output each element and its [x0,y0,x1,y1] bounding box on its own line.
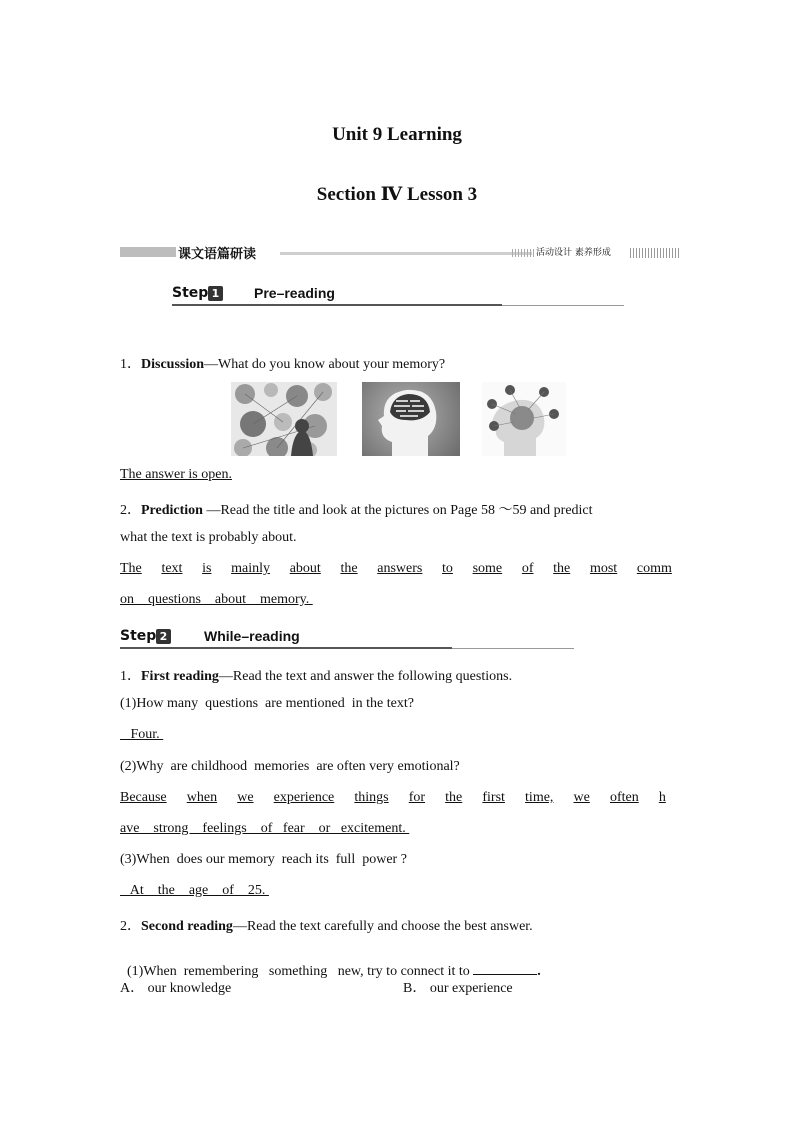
people-network-illustration [231,382,337,456]
first-reading-a2-line2: ave strong feelings of fear or excitement. [120,821,410,836]
first-reading-instruction: 1．First reading—Read the text and answer the following questions. [120,669,513,684]
first-reading-q3: (3)When does our memory reach its full power ? [120,852,407,867]
brain-functions-diagram [482,382,566,456]
step-1-number: 1 [208,286,223,301]
unit-title: Unit 9 Learning [332,124,462,145]
discussion-question: 1．Discussion—What do you know about your memory? [120,357,446,372]
step-1-name: Pre–reading [254,285,335,301]
step-1-header [172,285,624,307]
prediction-question-cont: what the text is probably about. [120,530,297,545]
banner-right-label: 活动设计 素养形成 [536,248,611,258]
first-reading-a1: Four. [120,727,164,742]
option-a[interactable]: A． our knowledge [120,981,232,996]
first-reading-q1: (1)How many questions are mentioned in the text? [120,696,414,711]
second-reading-q1: (1)When remembering something new, try to connect it to . [127,964,541,979]
step-1-label: Step [172,285,209,301]
option-b[interactable]: B． our experience [403,981,513,996]
banner-left-label: 课文语篇研读 [178,247,257,262]
section-banner [120,244,680,260]
step-2-name: While–reading [204,628,300,644]
prediction-answer-line1: The text is mainly about the answers to some of the most comm [120,561,672,576]
answer-blank[interactable] [473,962,537,975]
section-title: Section Ⅳ Lesson 3 [316,184,478,205]
first-reading-q2: (2)Why are childhood memories are often very emotional? [120,759,460,774]
step-2-label: Step [120,628,157,644]
prediction-question: 2．Prediction —Read the title and look at the pictures on Page 58 ～59 and predict [120,503,593,518]
discussion-answer: The answer is open. [120,467,232,482]
step-2-number: 2 [156,629,171,644]
second-reading-instruction: 2．Second reading—Read the text carefully and choose the best answer. [120,919,533,934]
first-reading-a2-line1: Because when we experience things for the first time, we often h [120,790,666,805]
head-with-words-brain [362,382,460,456]
prediction-answer-line2: on questions about memory. [120,592,313,607]
step-2-header [120,628,574,650]
first-reading-a3: At the age of 25. [120,883,269,898]
